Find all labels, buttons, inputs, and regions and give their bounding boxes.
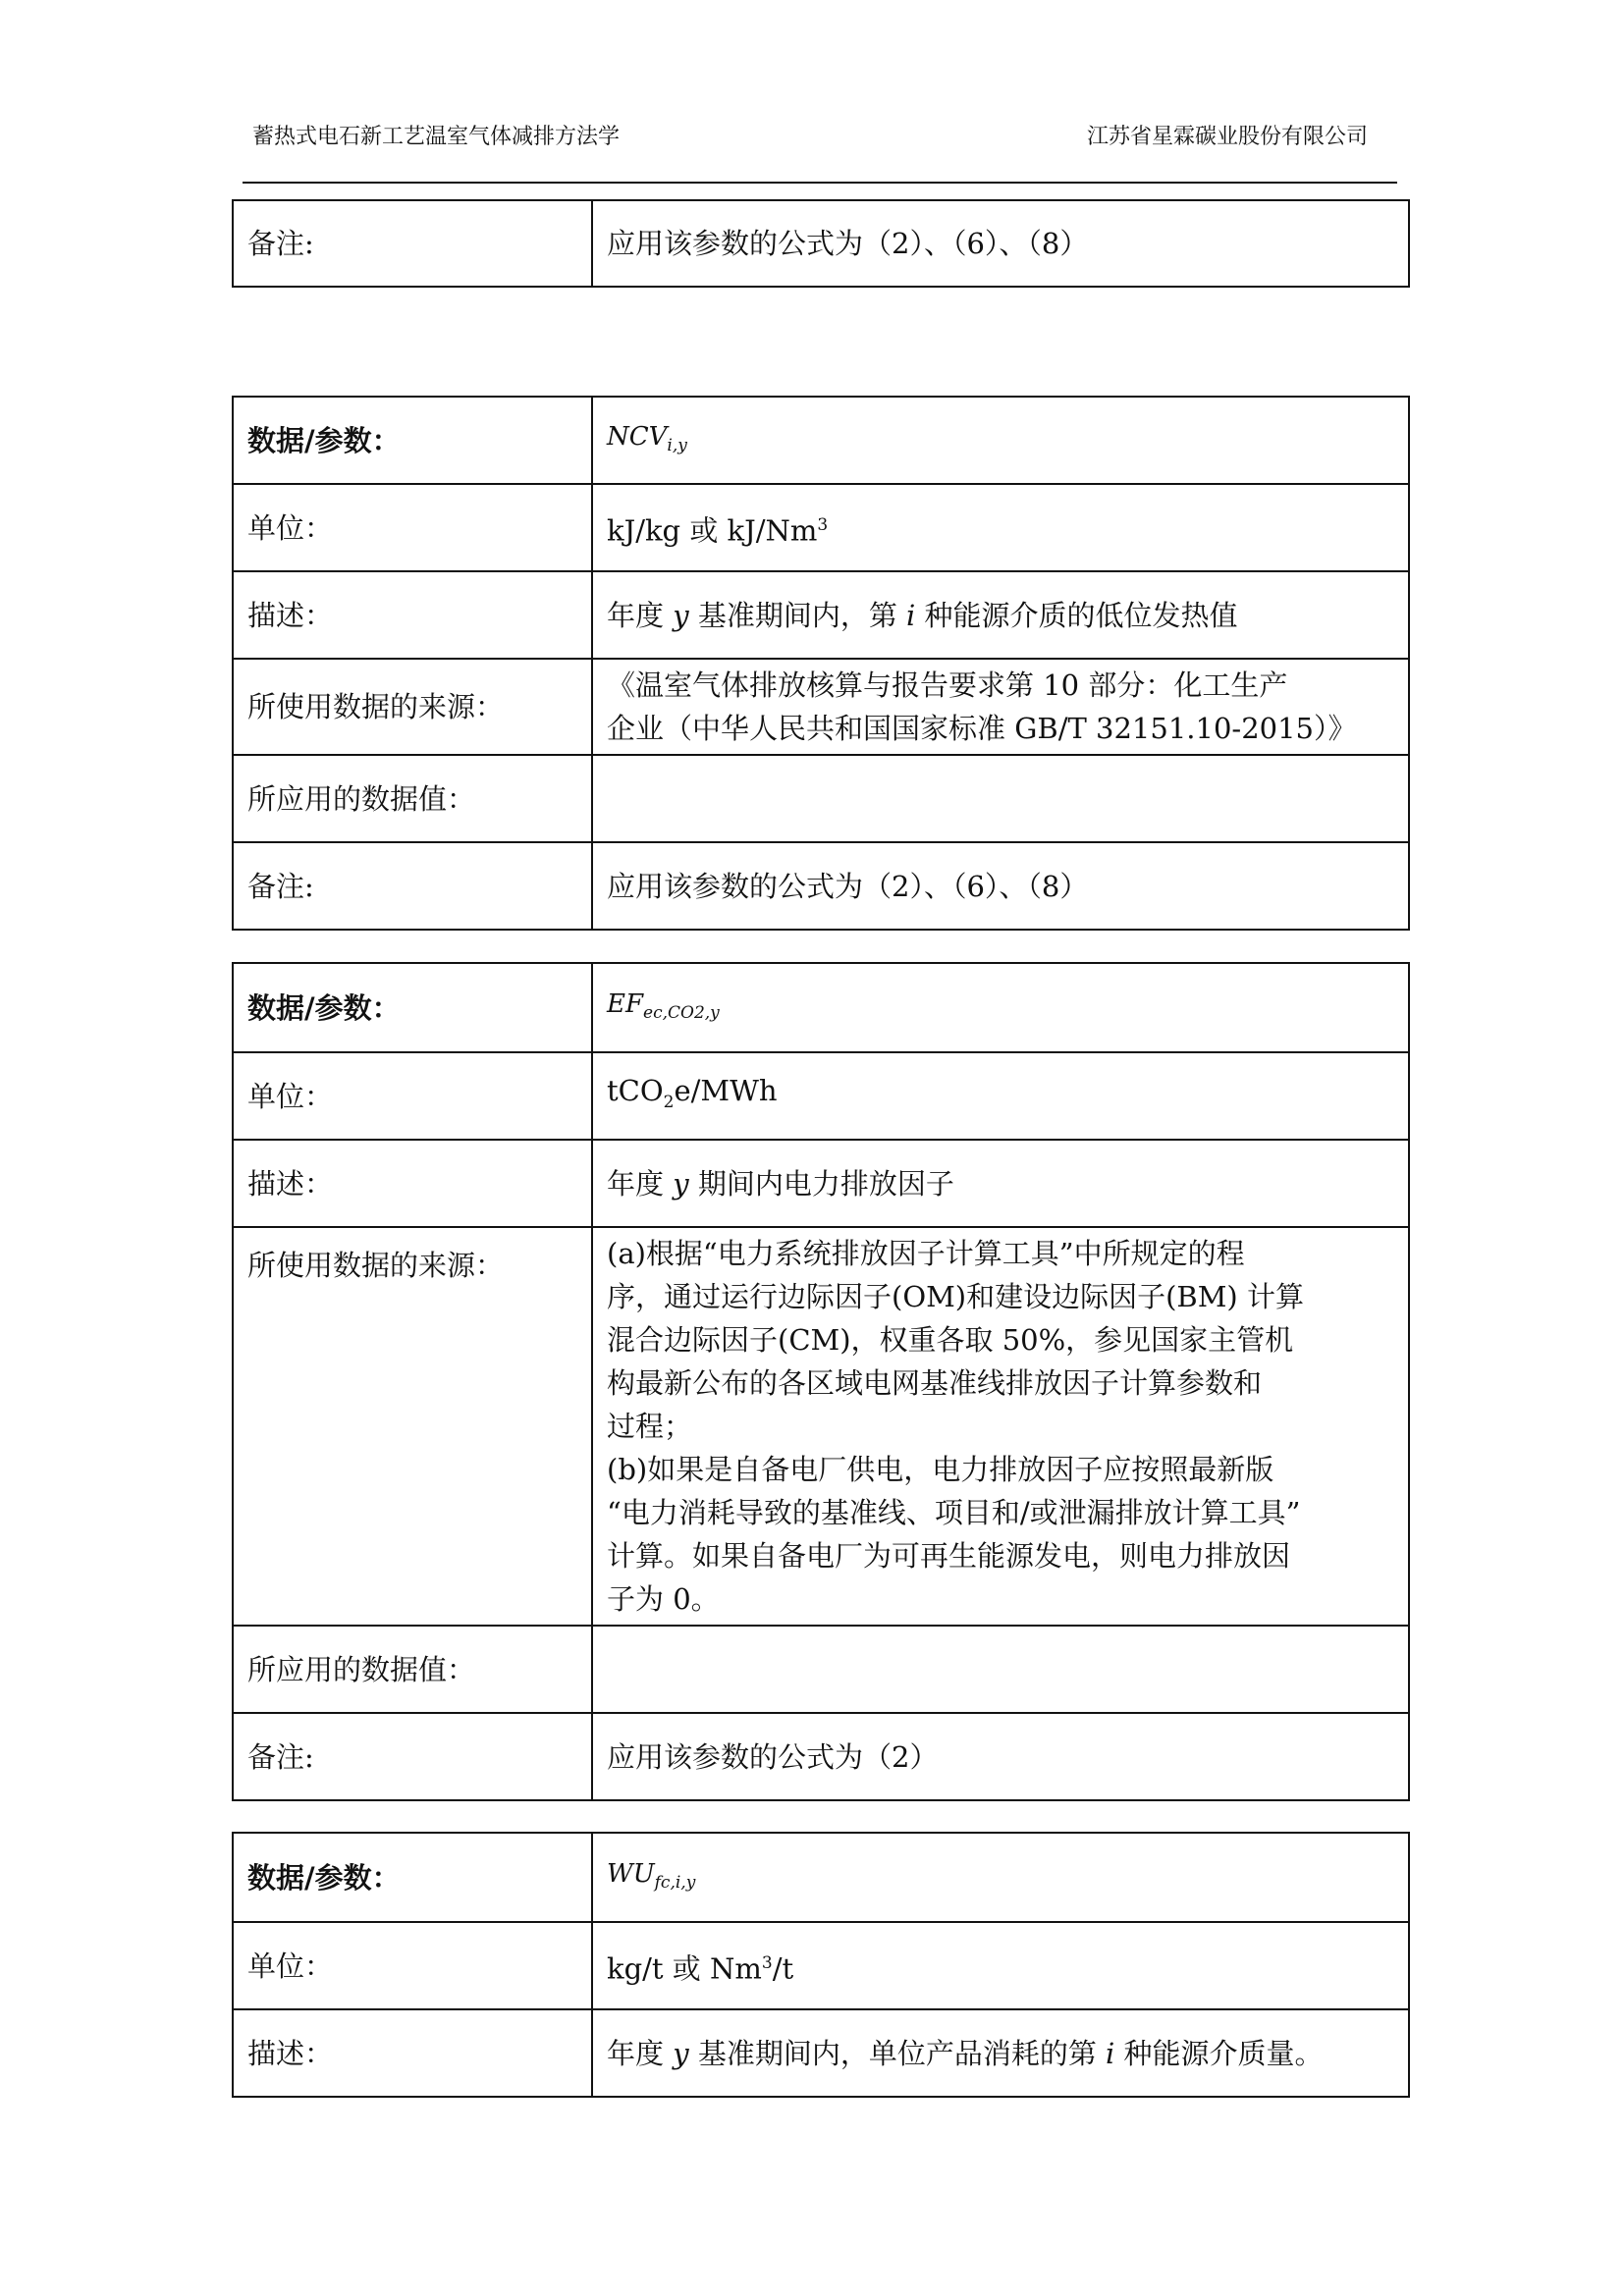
row-notes bbox=[233, 200, 1409, 287]
param-symbol: $EF_{ec,CO2,y}$ bbox=[592, 963, 1409, 1052]
description-label: 描述： bbox=[233, 1140, 592, 1227]
row-notes bbox=[233, 842, 1409, 930]
source-line: 过程； bbox=[607, 1410, 693, 1443]
row-param bbox=[233, 397, 1409, 484]
row-source bbox=[233, 659, 1409, 755]
param-symbol: $WU_{fc,i,y}$ bbox=[592, 1833, 1409, 1922]
notes-label: 备注: bbox=[233, 1713, 592, 1800]
row-unit bbox=[233, 1922, 1409, 2009]
row-description bbox=[233, 2009, 1409, 2097]
source-label: 所使用数据的来源： bbox=[233, 659, 592, 755]
header-divider bbox=[243, 182, 1397, 184]
source-line: 混合边际因子(CM)，权重各取 50%，参见国家主管机 bbox=[607, 1323, 1294, 1357]
param-symbol: $NCV_{i,y}$ bbox=[592, 397, 1409, 484]
row-notes bbox=[233, 1713, 1409, 1800]
param-table-ncv bbox=[232, 396, 1410, 931]
description-value: 年度 y 基准期间内，第 i 种能源介质的低位发热值 bbox=[592, 571, 1409, 659]
row-unit bbox=[233, 1052, 1409, 1140]
row-value bbox=[233, 1626, 1409, 1713]
param-table-continued bbox=[232, 199, 1410, 288]
row-description bbox=[233, 571, 1409, 659]
description-value: 年度 y 基准期间内，单位产品消耗的第 i 种能源介质量。 bbox=[592, 2009, 1409, 2097]
description-label: 描述： bbox=[233, 2009, 592, 2097]
source-line: (a)根据“电力系统排放因子计算工具”中所规定的程 bbox=[607, 1237, 1245, 1270]
source-line: 计算。如果自备电厂为可再生能源发电，则电力排放因 bbox=[607, 1539, 1291, 1573]
param-table-wu bbox=[232, 1832, 1410, 2098]
value-label: 所应用的数据值： bbox=[233, 1626, 592, 1713]
row-source bbox=[233, 1227, 1409, 1626]
row-description bbox=[233, 1140, 1409, 1227]
row-param bbox=[233, 1833, 1409, 1922]
param-table-ef bbox=[232, 962, 1410, 1801]
source-value bbox=[592, 1227, 1409, 1626]
param-label: 数据/参数： bbox=[233, 1833, 592, 1922]
row-param bbox=[233, 963, 1409, 1052]
unit-label: 单位： bbox=[233, 1052, 592, 1140]
source-line: 构最新公布的各区域电网基准线排放因子计算参数和 bbox=[607, 1366, 1263, 1400]
notes-value: 应用该参数的公式为（2）、（6）、（8） bbox=[592, 200, 1409, 287]
description-label: 描述： bbox=[233, 571, 592, 659]
row-unit bbox=[233, 484, 1409, 571]
header-document-title: 蓄热式电石新工艺温室气体减排方法学 bbox=[252, 125, 621, 149]
description-value: 年度 y 期间内电力排放因子 bbox=[592, 1140, 1409, 1227]
source-line: 子为 0。 bbox=[607, 1582, 720, 1616]
value-label: 所应用的数据值： bbox=[233, 755, 592, 842]
source-line: (b)如果是自备电厂供电，电力排放因子应按照最新版 bbox=[607, 1453, 1274, 1486]
unit-label: 单位： bbox=[233, 1922, 592, 2009]
param-label: 数据/参数： bbox=[233, 963, 592, 1052]
notes-label: 备注: bbox=[233, 200, 592, 287]
value-cell bbox=[592, 755, 1409, 842]
notes-value: 应用该参数的公式为（2） bbox=[592, 1713, 1409, 1800]
page-header bbox=[243, 110, 1397, 159]
notes-label: 备注: bbox=[233, 842, 592, 930]
unit-value: tCO$_2$e/MWh bbox=[592, 1052, 1409, 1140]
unit-value: kg/t 或 Nm$^3$/t bbox=[592, 1922, 1409, 2009]
notes-value: 应用该参数的公式为（2）、（6）、（8） bbox=[592, 842, 1409, 930]
value-cell bbox=[592, 1626, 1409, 1713]
source-line: 序，通过运行边际因子(OM)和建设边际因子(BM) 计算 bbox=[607, 1280, 1304, 1313]
row-value bbox=[233, 755, 1409, 842]
param-label: 数据/参数： bbox=[233, 397, 592, 484]
header-company-name: 江苏省星霖碳业股份有限公司 bbox=[1086, 125, 1368, 149]
source-label: 所使用数据的来源： bbox=[233, 1227, 592, 1626]
source-line: “电力消耗导致的基准线、项目和/或泄漏排放计算工具” bbox=[607, 1496, 1301, 1529]
unit-value: kJ/kg 或 kJ/Nm$^3$ bbox=[592, 484, 1409, 571]
source-value: 《温室气体排放核算与报告要求第 10 部分：化工生产 企业（中华人民共和国国家标准 GB/T 32151.10-2015）》 bbox=[592, 659, 1409, 755]
unit-label: 单位： bbox=[233, 484, 592, 571]
